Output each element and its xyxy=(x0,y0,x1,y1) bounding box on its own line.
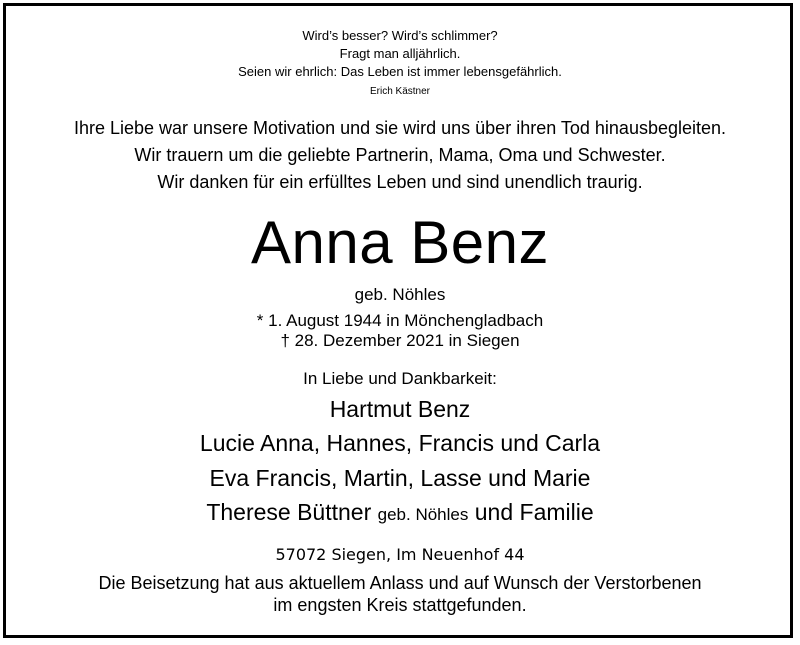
deceased-name: Anna Benz xyxy=(250,209,550,276)
quote-line-2: Fragt man alljährlich. xyxy=(339,46,461,61)
address: 57072 Siegen, Im Neuenhof 44 xyxy=(275,545,525,564)
deceased-birth: * 1. August 1944 in Mönchengladbach xyxy=(256,311,544,330)
mourners-heading: In Liebe und Dankbarkeit: xyxy=(303,369,497,388)
intro-line-2: Wir trauern um die geliebte Partnerin, Mama, Oma und Schwester. xyxy=(134,145,666,165)
quote-line-3: Seien wir ehrlich: Das Leben ist immer lebensgefährlich. xyxy=(238,64,562,79)
closing-line-1: Die Beisetzung hat aus aktuellem Anlass und auf Wunsch der Verstorbenen xyxy=(98,573,702,593)
quote-author: Erich Kästner xyxy=(369,86,431,97)
mourner-line-1: Hartmut Benz xyxy=(329,396,471,422)
mourner-line-3: Eva Francis, Martin, Lasse und Marie xyxy=(209,465,591,491)
quote-line-1: Wird’s besser? Wird’s schlimmer? xyxy=(302,28,498,43)
intro-line-1: Ihre Liebe war unsere Motivation und sie wird uns über ihren Tod hinausbegleiten. xyxy=(73,118,727,138)
deceased-death: † 28. Dezember 2021 in Siegen xyxy=(280,331,520,350)
closing-line-2: im engsten Kreis stattgefunden. xyxy=(273,595,527,615)
mourner-suffix: und Familie xyxy=(474,499,594,525)
mourner-maiden-name: geb. Nöhles xyxy=(377,505,469,524)
mourner-name: Therese Büttner xyxy=(206,499,372,525)
mourner-line-2: Lucie Anna, Hannes, Francis und Carla xyxy=(199,430,601,456)
deceased-maiden-name: geb. Nöhles xyxy=(354,285,446,304)
intro-line-3: Wir danken für ein erfülltes Leben und sind unendlich traurig. xyxy=(157,172,643,192)
mourner-line-4 xyxy=(0,499,800,526)
